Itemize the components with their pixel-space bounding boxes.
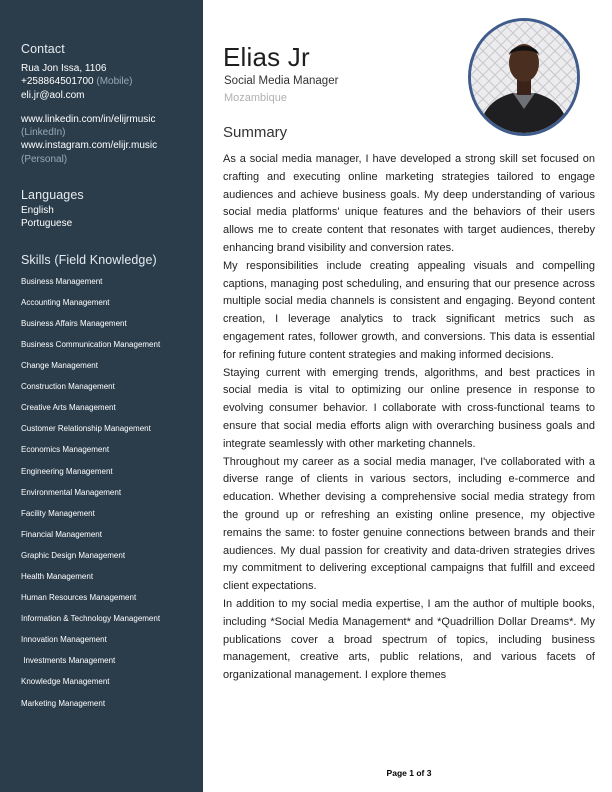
summary-paragraph: Throughout my career as a social media manager, I've collaborated with a diverse range of clients in various sectors, including e-commerce and education. Whether devising a comprehensive social media strategy from the ground up or refreshing an existing online presence, my objective remains the same: to foster genuine connections between brands and their audiences. My dual passion for creativity and data-driven strategies drives my commitment to delivering exceptional campaigns that fulfill and exceed client expectations. [223,455,595,593]
page-number: Page 1 of 3 [386,768,432,778]
skill-item: Customer Relationship Management [21,424,151,434]
skill-item: Innovation Management [21,635,107,645]
contact-phone[interactable]: +258864501700 [21,76,94,88]
skill-item: Business Management [21,276,103,286]
skill-item: Investments Management [21,656,116,666]
languages-heading: Languages [21,188,84,203]
skill-item: Construction Management [21,382,115,392]
language-item: English [21,205,54,217]
skill-item: Information & Technology Management [21,614,161,624]
contact-heading: Contact [21,42,65,56]
summary-paragraph: In addition to my social media expertise, I am the author of multiple books, including *Social Media Management* and *Quadrillion Dollar Dreams*. My publications cover a broad spectrum of topics, including business management, creative arts, public relations, and various facets of organizational management. I explore themes [223,597,595,682]
instagram-link[interactable]: www.instagram.com/elijr.music [21,140,158,152]
skills-heading: Skills (Field Knowledge) [21,252,157,267]
skill-item: Marketing Management [21,698,106,708]
skill-item: Human Resources Management [21,593,137,603]
summary-paragraph: As a social media manager, I have developed a strong skill set focused on crafting and executing online marketing strategies tailored to engage audiences and achieve business goals. My deep understanding of various social media platforms' unique features and the behaviors of their users allows me to create content that resonates with target audiences, thereby enhancing brand visibility and conversion rates. [223,153,595,254]
skill-item: Economics Management [21,445,110,455]
summary-heading: Summary [223,124,288,141]
summary-paragraph: My responsibilities include creating appealing visuals and compelling captions, managing post scheduling, and ensuring that our presence across multiple social media channels is consistent and engaging. Beyond content creation, I leverage analytics to track significant metrics such as engagement rates, follower growth, and conversions. This data is essential for refining future content strategies and making informed decisions. [223,259,595,361]
skill-item: Environmental Management [21,487,122,497]
skill-item: Engineering Management [21,466,113,476]
contact-address: Rua Jon Issa, 1106 [21,63,107,74]
skill-item: Accounting Management [21,297,110,307]
skill-item: Business Communication Management [21,339,161,349]
contact-email[interactable]: eli.jr@aol.com [21,89,85,101]
contact-phone-line [21,75,199,88]
skill-item: Facility Management [21,508,95,518]
linkedin-label: (LinkedIn) [21,127,66,139]
profile-title: Social Media Manager [224,75,339,87]
skill-item: Change Management [21,361,98,371]
profile-country: Mozambique [224,92,287,104]
skills-list [21,271,199,714]
skill-item: Graphic Design Management [21,550,126,560]
skill-item: Health Management [21,571,94,581]
profile-photo [468,18,580,136]
skill-item: Business Affairs Management [21,318,127,328]
summary-paragraph: Staying current with emerging trends, algorithms, and best practices in social media is vital to optimizing our online presence in response to evolving consumer behavior. I collaborate with cross-functional teams to ensure that social media efforts align with overarching business goals and integrate seamlessly with other marketing channels. [223,366,595,450]
sidebar-content [21,42,199,714]
sidebar [0,0,203,792]
contact-phone-type: (Mobile) [96,76,133,88]
summary-body [223,151,595,685]
instagram-label: (Personal) [21,153,68,165]
profile-name: Elias Jr [223,42,310,72]
language-item: Portuguese [21,218,73,230]
skill-item: Financial Management [21,529,102,539]
linkedin-link[interactable]: www.linkedin.com/in/elijrmusic [21,113,156,125]
skill-item: Knowledge Management [21,677,110,687]
skill-item: Creative Arts Management [21,403,116,413]
